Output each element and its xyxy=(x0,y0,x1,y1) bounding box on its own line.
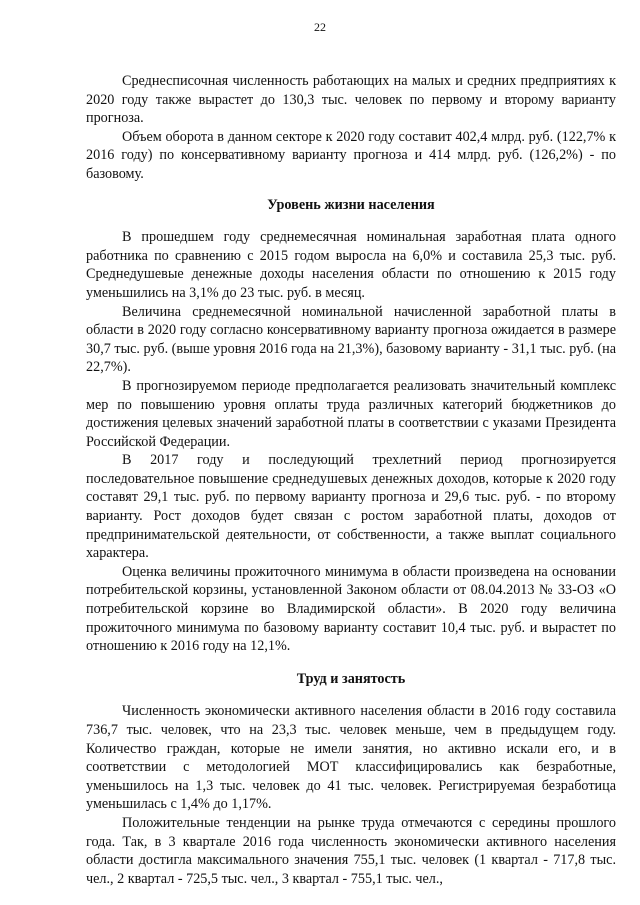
page-number: 22 xyxy=(314,20,326,34)
paragraph: Оценка величины прожиточного минимума в области произведена на основании потребительской корзины, установленной Законом области от 08.04.2013 № 33-ОЗ «О потребительской корзине во Владимирской области». В 2020 году величина прожиточного минимума по базовому варианту составит 10,4 тыс. руб. и вырастет по отношению к 2016 году на 12,1%. xyxy=(86,563,616,655)
paragraph: В прогнозируемом периоде предполагается реализовать значительный комплекс мер по повышению уровня оплаты труда различных категорий бюджетников до достижения целевых значений заработной платы в соответствии с указами Президента Российской Федерации. xyxy=(86,377,616,450)
paragraph: Положительные тенденции на рынке труда отмечаются с середины прошлого года. Так, в 3 квартале 2016 года численность экономически активного населения области достигла максимального значения 755,1 тыс. человек (1 квартал - 717,8 тыс. чел., 2 квартал - 725,5 тыс. чел., 3 квартал - 755,1 тыс. чел., xyxy=(86,814,616,887)
paragraph: В 2017 году и последующий трехлетний период прогнозируется последовательное повышение среднедушевых денежных доходов, которые к 2020 году составят 29,1 тыс. руб. по первому варианту прогноза и 29,6 тыс. руб. - по второму варианту. Рост доходов будет связан с ростом заработной платы, доходов от предпринимательской деятельности, от собственности, а также выплат социального характера. xyxy=(86,452,616,562)
paragraph: Численность экономически активного населения области в 2016 году составила 736,7 тыс. человек, что на 23,3 тыс. человек меньше, чем в предыдущем году. Количество граждан, которые не имели занятия, но активно искали его, и в соответствии с методологией МОТ классифицировались как безработные, уменьшилось на 1,3 тыс. человек до 41 тыс. человек. Регистрируемая безработица уменьшилась с 1,4% до 1,17%. xyxy=(86,703,616,813)
paragraph: Среднесписочная численность работающих на малых и средних предприятиях к 2020 году также вырастет до 130,3 тыс. человек по первому и второму варианту прогноза. xyxy=(86,73,616,127)
section-heading-living-standards: Уровень жизни населения xyxy=(267,196,435,213)
document-body xyxy=(86,72,616,888)
paragraph: Величина среднемесячной номинальной начисленной заработной платы в области в 2020 году согласно консервативному варианту прогноза ожидается в размере 30,7 тыс. руб. (выше уровня 2016 года на 21,3%), базовому варианту - 31,1 тыс. руб. (на 22,7%). xyxy=(86,303,616,376)
paragraph: В прошедшем году среднемесячная номинальная заработная плата одного работника по сравнению с 2015 годом выросла на 6,0% и составила 25,3 тыс. руб. Среднедушевые денежные доходы населения области по отношению к 2015 году уменьшились на 3,1% до 23 тыс. руб. в месяц. xyxy=(86,229,616,301)
section-heading-labor-employment: Труд и занятость xyxy=(296,670,406,687)
paragraph: Объем оборота в данном секторе к 2020 году составит 402,4 млрд. руб. (122,7% к 2016 году) по консервативному варианту прогноза и 414 млрд. руб. (126,2%) - по базовому. xyxy=(86,128,616,182)
